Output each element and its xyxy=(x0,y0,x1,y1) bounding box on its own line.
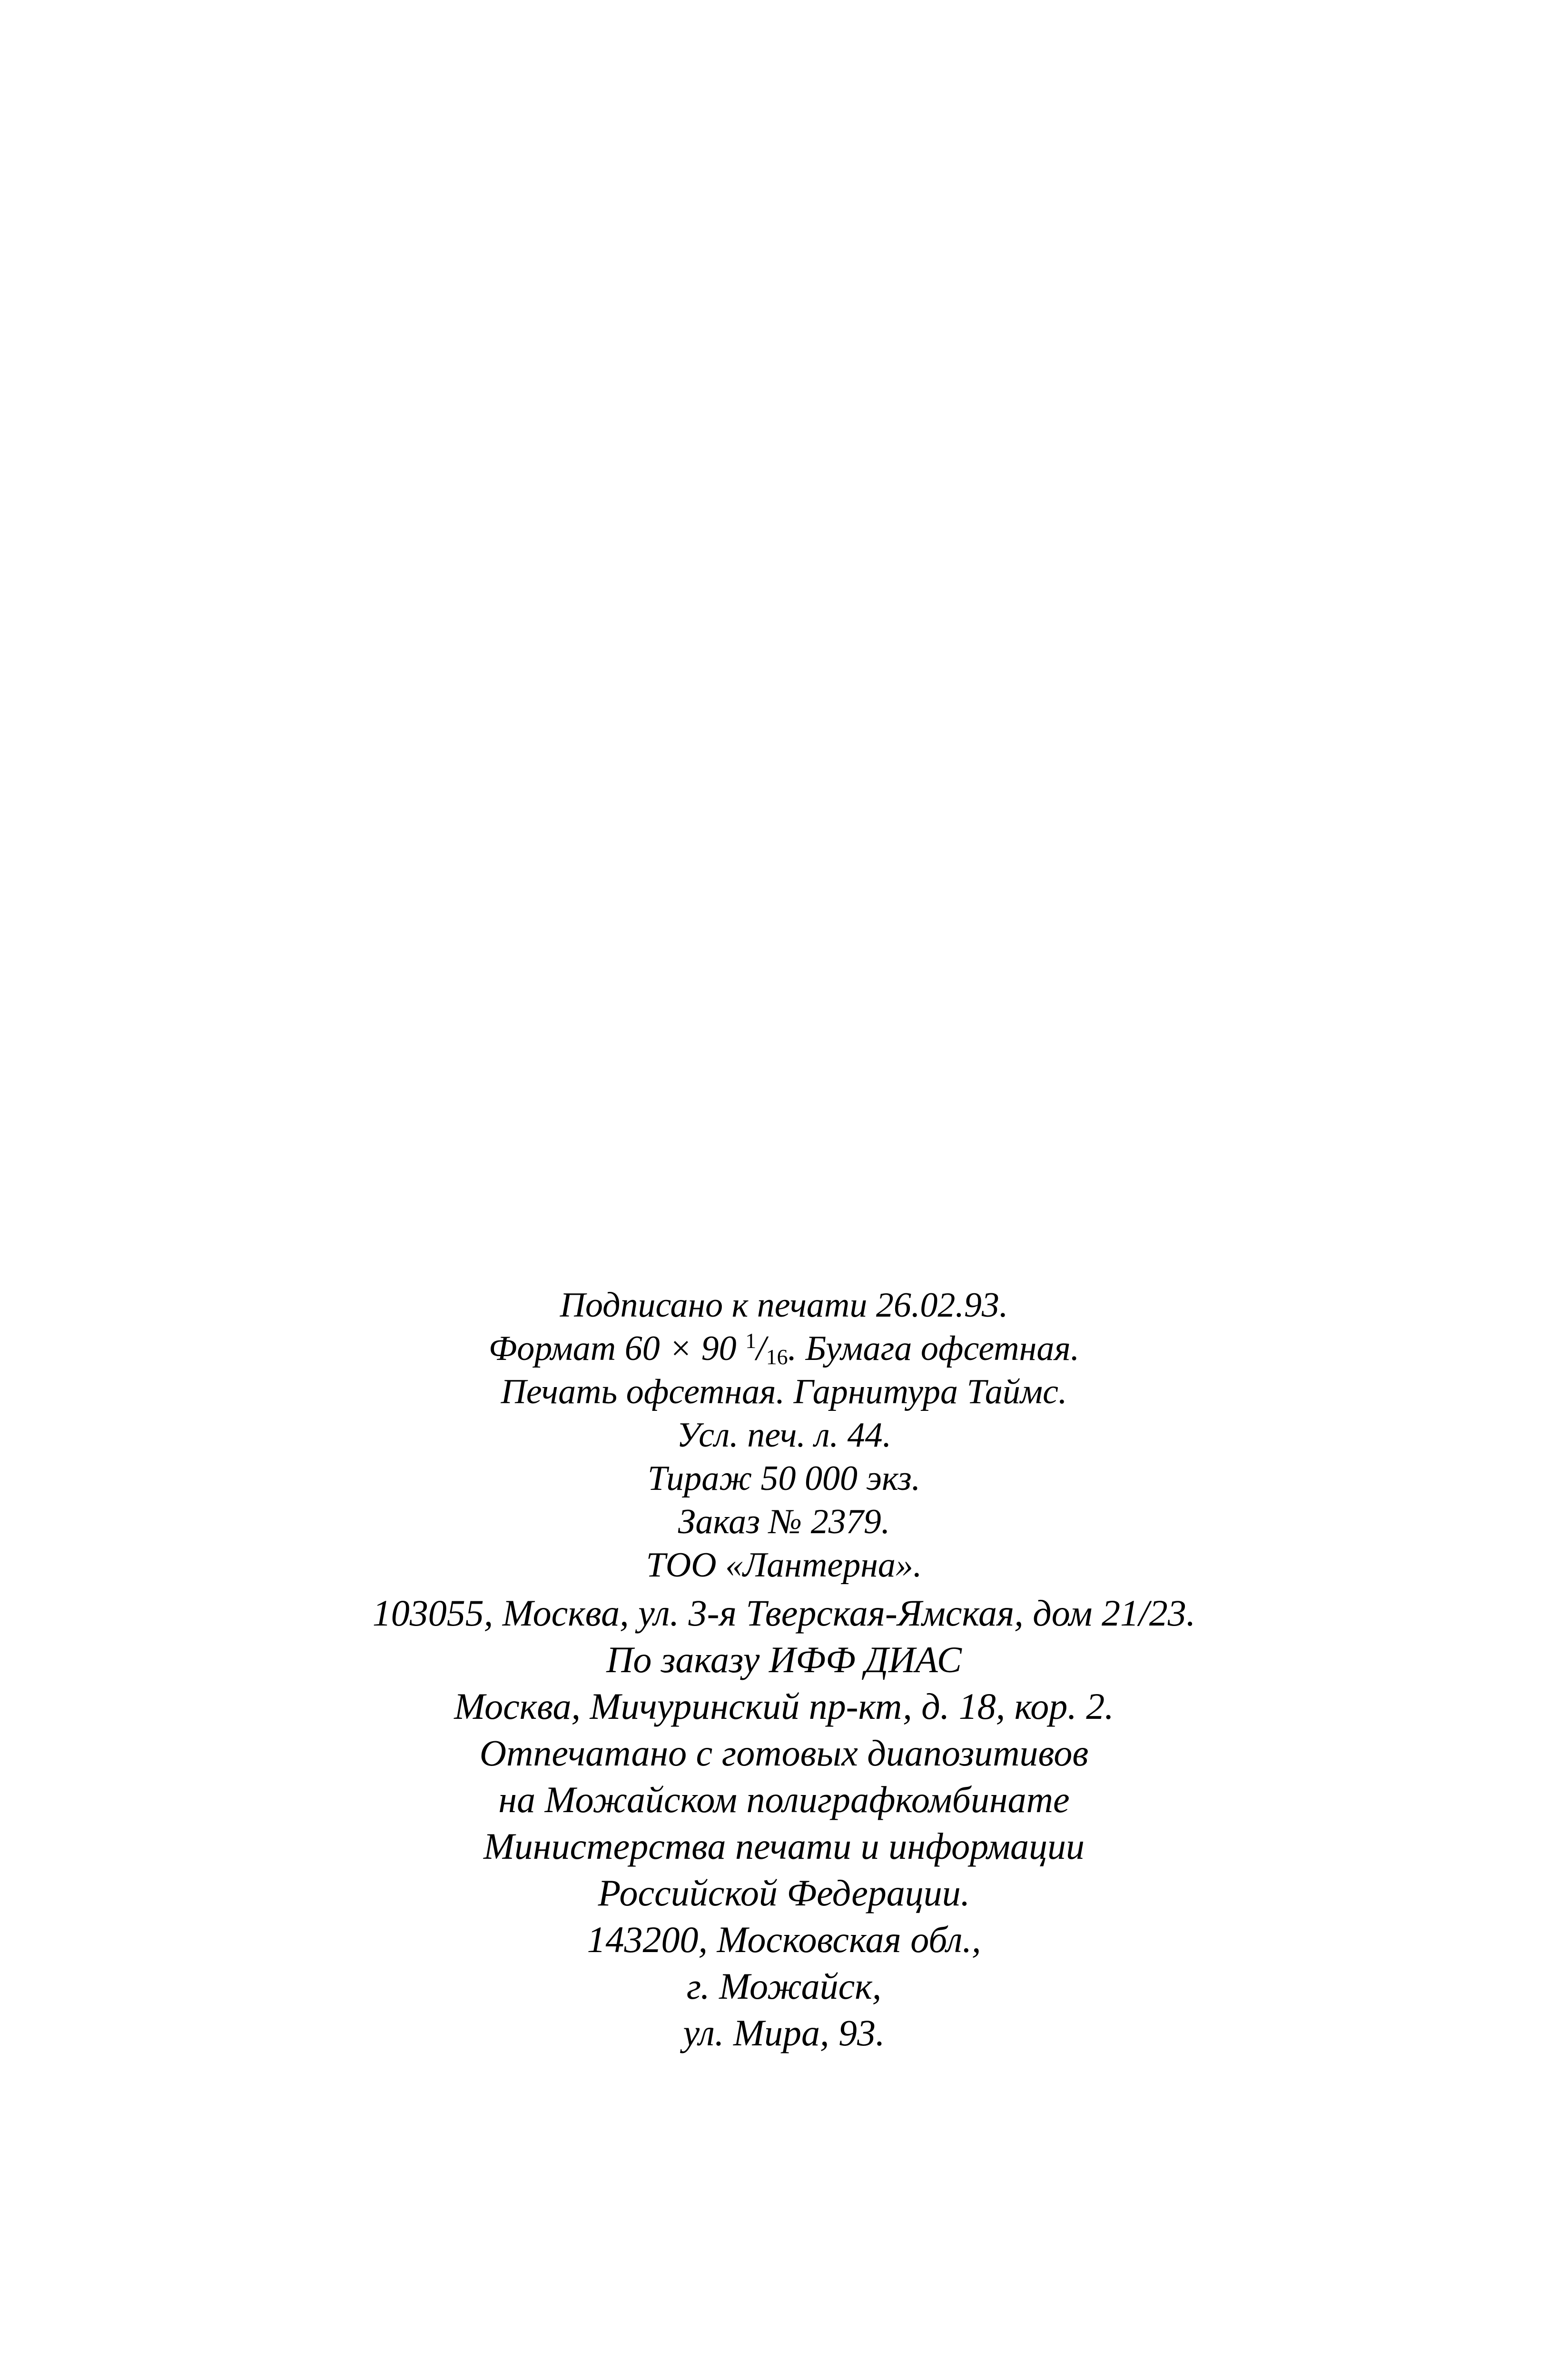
printed-from: Отпечатано с готовых диапозитивов xyxy=(479,1732,1089,1774)
colophon xyxy=(0,1288,1568,2061)
signed-to-print: Подписано к печати 26.02.93. xyxy=(560,1286,1008,1325)
order-number: Заказ № 2379. xyxy=(678,1502,890,1541)
format-suffix: . Бумага офсетная. xyxy=(788,1329,1080,1368)
commissioned-by: По заказу ИФФ ДИАС xyxy=(606,1639,962,1680)
printer-postcode: 143200, Московская обл., xyxy=(587,1919,981,1960)
format-fraction-denominator: 16 xyxy=(766,1345,788,1369)
print-run: Тираж 50 000 экз. xyxy=(647,1459,921,1498)
format-line: Формат 60 × 90 $^1/_{16}$. Бумага офсетная. xyxy=(488,1328,1080,1369)
ministry: Министерства печати и информации xyxy=(483,1825,1085,1867)
printed-sheets: Усл. печ. л. 44. xyxy=(676,1416,892,1455)
printed-at: на Можайском полиграфкомбинате xyxy=(498,1779,1070,1820)
printer-street: ул. Мира, 93. xyxy=(683,2012,885,2053)
printer-city: г. Можайск, xyxy=(686,1965,882,2007)
print-typeface: Печать офсетная. Гарнитура Таймс. xyxy=(501,1372,1067,1411)
publisher-name: ТОО «Лантерна». xyxy=(646,1546,922,1585)
format-fraction-numerator: 1 xyxy=(745,1328,757,1353)
format-prefix: Формат 60 × 90 xyxy=(488,1329,737,1368)
federation: Российской Федерации. xyxy=(598,1872,970,1914)
commissioned-address: Москва, Мичуринский пр-кт, д. 18, кор. 2. xyxy=(454,1686,1114,1727)
publisher-address: 103055, Москва, ул. 3-я Тверская-Ямская, дом 21/23. xyxy=(372,1592,1196,1634)
